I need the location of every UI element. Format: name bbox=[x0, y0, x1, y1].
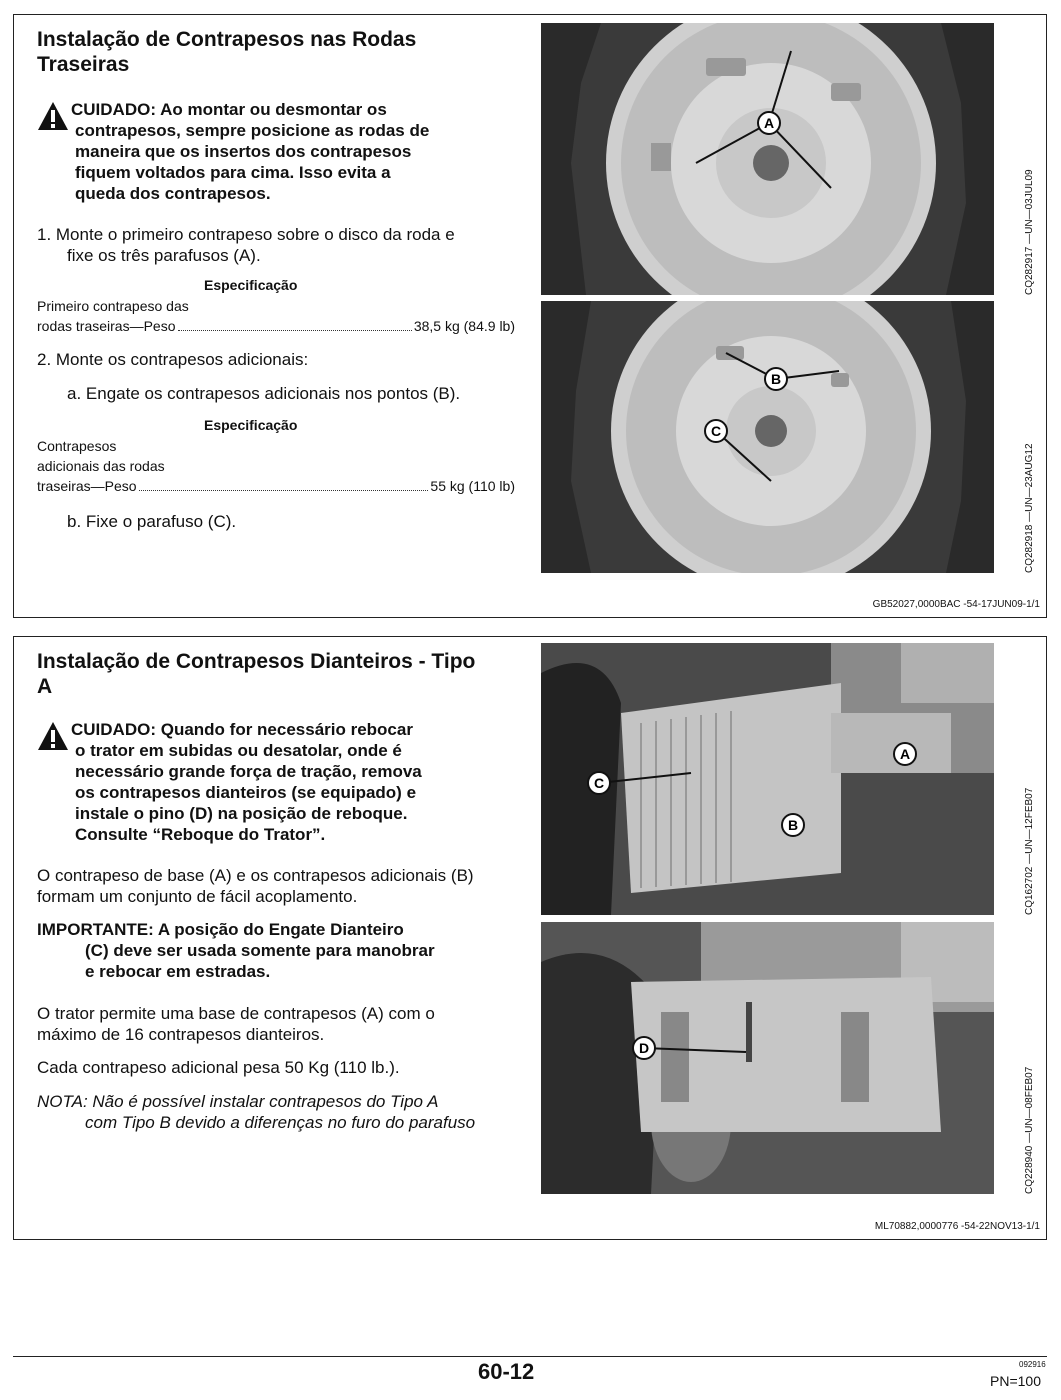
footer-rule bbox=[13, 1356, 1047, 1357]
step-text: 1. Monte o primeiro contrapeso sobre o disco da roda e bbox=[37, 225, 455, 244]
image-code bbox=[1021, 23, 1041, 295]
section-rear-wheel-weights bbox=[13, 14, 1047, 618]
spec-label: rodas traseiras—Peso bbox=[37, 318, 176, 334]
paragraph: Cada contrapeso adicional pesa 50 Kg (110 lb.). bbox=[37, 1058, 400, 1077]
spec-label: Contrapesos bbox=[37, 438, 117, 454]
page-number: 60-12 bbox=[478, 1359, 535, 1384]
callout-c: C bbox=[593, 775, 605, 791]
caution-line: instale o pino (D) na posição de reboque. bbox=[75, 804, 408, 823]
paragraph-line: O trator permite uma base de contrapesos (A) com o bbox=[37, 1004, 435, 1023]
caution-line: o trator em subidas ou desatolar, onde é bbox=[75, 741, 402, 760]
step-text: fixe os três parafusos (A). bbox=[67, 246, 261, 265]
callout-b: B bbox=[770, 371, 782, 387]
rear-wheel-photo-a bbox=[541, 23, 994, 295]
warning-icon bbox=[37, 101, 69, 131]
front-hitch-photo bbox=[541, 922, 994, 1194]
image-code-text: CQ282917 —UN—03JUL09 bbox=[1024, 169, 1035, 295]
spec-row bbox=[37, 436, 515, 496]
spec-dotline bbox=[37, 476, 515, 496]
title-line: Traseiras bbox=[37, 53, 130, 76]
important-line: e rebocar em estradas. bbox=[85, 962, 271, 981]
section-reference: ML70882,0000776 -54-22NOV13-1/1 bbox=[874, 1221, 1040, 1232]
paragraph-line: O contrapeso de base (A) e os contrapesos adicionais (B) bbox=[37, 866, 474, 885]
title-line: Instalação de Contrapesos Dianteiros - Tipo bbox=[37, 650, 476, 673]
callout-a: A bbox=[763, 115, 775, 131]
front-weights-photo bbox=[541, 643, 994, 915]
dot-leader bbox=[139, 490, 429, 491]
section-front-weights bbox=[13, 636, 1047, 1240]
spec-label: traseiras—Peso bbox=[37, 478, 137, 494]
title-line: Instalação de Contrapesos nas Rodas bbox=[37, 28, 417, 51]
section-title bbox=[37, 27, 507, 77]
step-2b: b. Fixe o parafuso (C). bbox=[67, 512, 237, 531]
caution-line: CUIDADO: Ao montar ou desmontar os bbox=[71, 100, 387, 119]
spec-label: Primeiro contrapeso das bbox=[37, 298, 189, 314]
warning-icon bbox=[37, 721, 69, 751]
spec-value: 38,5 kg (84.9 lb) bbox=[413, 318, 515, 334]
caution-line: necessário grande força de tração, remova bbox=[75, 762, 422, 781]
paragraph bbox=[37, 1003, 527, 1045]
section-title bbox=[37, 649, 507, 699]
important-line: IMPORTANTE: A posição do Engate Dianteiro bbox=[37, 920, 404, 939]
caution-line: fiquem voltados para cima. Isso evita a bbox=[75, 163, 391, 182]
paragraph-line: máximo de 16 contrapesos dianteiros. bbox=[37, 1025, 325, 1044]
spec-dotline bbox=[37, 316, 515, 336]
image-code bbox=[1021, 922, 1041, 1194]
caution-block bbox=[37, 719, 517, 845]
caution-line: CUIDADO: Quando for necessário rebocar bbox=[71, 720, 413, 739]
caution-line: contrapesos, sempre posicione as rodas de bbox=[75, 121, 430, 140]
spec-heading: Especificação bbox=[204, 417, 298, 433]
callout-b: B bbox=[787, 817, 799, 833]
title-line: A bbox=[37, 675, 53, 698]
callout-d: D bbox=[638, 1040, 650, 1056]
caution-line: os contrapesos dianteiros (se equipado) e bbox=[75, 783, 417, 802]
spec-value: 55 kg (110 lb) bbox=[430, 478, 515, 494]
image-code-text: CQ228940 —UN—08FEB07 bbox=[1024, 1066, 1035, 1194]
image-code-text: CQ282918 —UN—23AUG12 bbox=[1024, 443, 1035, 573]
step-1 bbox=[37, 224, 527, 266]
caution-line: maneira que os insertos dos contrapesos bbox=[75, 142, 412, 161]
important-line: (C) deve ser usada somente para manobrar bbox=[85, 941, 435, 960]
step-2: 2. Monte os contrapesos adicionais: bbox=[37, 350, 309, 369]
image-code-text: CQ162702 —UN—12FEB07 bbox=[1024, 787, 1035, 915]
paragraph bbox=[37, 865, 527, 907]
spec-label: adicionais das rodas bbox=[37, 458, 165, 474]
caution-line: Consulte “Reboque do Trator”. bbox=[75, 825, 326, 844]
image-code bbox=[1021, 643, 1041, 915]
rear-wheel-photo-bc bbox=[541, 301, 994, 573]
caution-block bbox=[37, 99, 517, 204]
step-2a: a. Engate os contrapesos adicionais nos pontos (B). bbox=[67, 384, 461, 403]
paragraph-line: formam um conjunto de fácil acoplamento. bbox=[37, 887, 358, 906]
spec-heading: Especificação bbox=[204, 277, 298, 293]
callout-a: A bbox=[899, 746, 911, 762]
section-reference: GB52027,0000BAC -54-17JUN09-1/1 bbox=[872, 599, 1040, 610]
caution-line: queda dos contrapesos. bbox=[75, 184, 271, 203]
note-line: com Tipo B devido a diferenças no furo do parafuso bbox=[85, 1113, 476, 1132]
image-code bbox=[1021, 301, 1041, 573]
note-block bbox=[37, 1091, 527, 1133]
important-block bbox=[37, 919, 527, 982]
callout-c: C bbox=[710, 423, 722, 439]
footer-code: 092916 bbox=[1019, 1360, 1046, 1369]
note-line: NOTA: Não é possível instalar contrapesos do Tipo A bbox=[37, 1092, 439, 1111]
dot-leader bbox=[178, 330, 412, 331]
spec-row bbox=[37, 296, 515, 336]
footer-pn: PN=100 bbox=[990, 1373, 1041, 1389]
